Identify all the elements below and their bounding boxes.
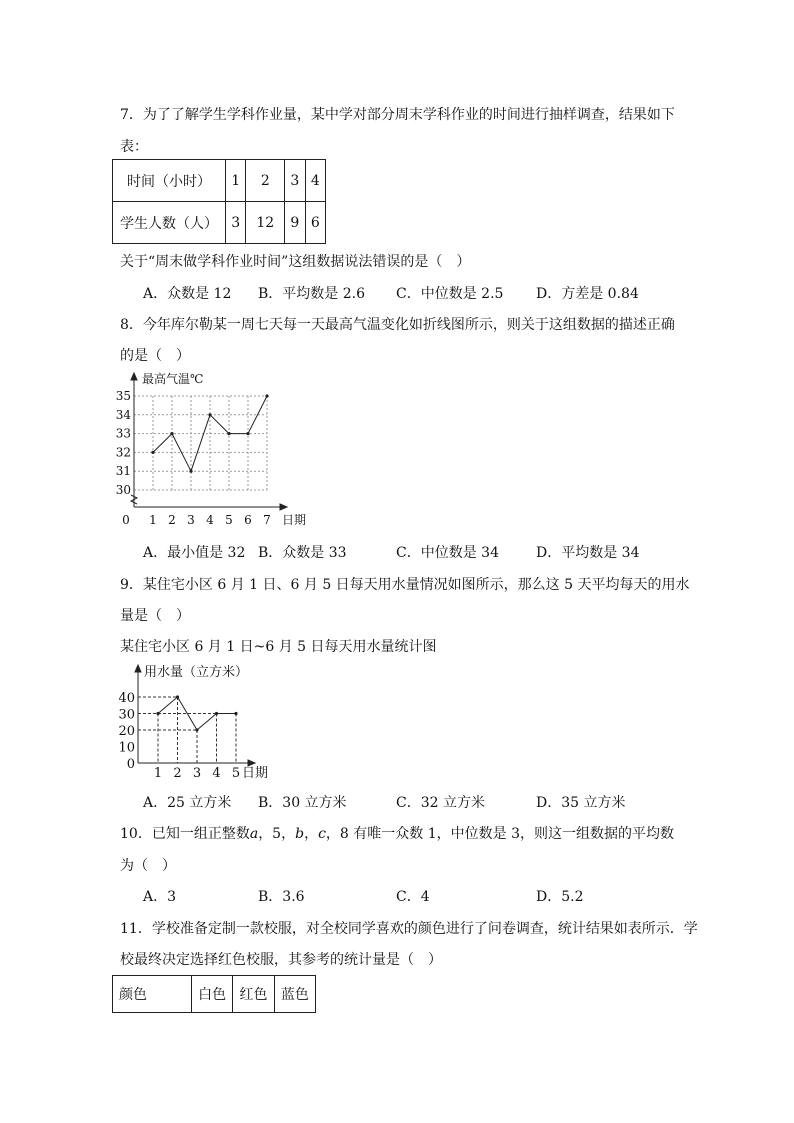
q8-data-point: [208, 413, 211, 416]
q9-origin-label: 0: [126, 757, 135, 772]
q7-table-cell: 3: [285, 160, 305, 202]
q10-var-b: b: [295, 826, 305, 842]
q11-line2: 校最终决定选择红色校服，其参考的统计量是（ ）: [120, 952, 442, 968]
q10-text: 10．已知一组正整数: [120, 826, 250, 842]
q7-table-cell: 1: [226, 160, 246, 202]
q9-x-axis-label: 日期: [242, 766, 269, 781]
q8-x-tick-label: 3: [187, 513, 195, 527]
q8-x-axis-label: 日期: [282, 513, 307, 527]
q9-y-tick-label: 30: [118, 707, 135, 723]
q9-option-b[interactable]: B．30 立方米: [258, 795, 347, 811]
q9-data-point: [215, 712, 218, 715]
q9-line1: 9．某住宅小区 6 月 1 日、6 月 5 日每天用水量情况如图所示，那么这 5 天平均每天的用水: [120, 577, 690, 593]
q8-data-point: [246, 432, 249, 435]
q9-y-axis-label: 用水量（立方米）: [144, 665, 249, 680]
q8-y-axis-label: 最高气温℃: [142, 372, 204, 386]
q8-y-tick-label: 31: [115, 464, 131, 479]
q8-line1: 8．今年库尔勒某一周七天每一天最高气温变化如折线图所示，则关于这组数据的描述正确: [120, 317, 675, 333]
q11-table-cell: 蓝色: [274, 976, 315, 1013]
q9-data-point: [156, 712, 159, 715]
q11-table: [112, 975, 316, 1013]
q8-option-d[interactable]: D．平均数是 34: [536, 545, 640, 561]
q8-y-tick-label: 30: [115, 483, 131, 497]
q9-data-point: [234, 712, 237, 715]
q8-x-tick-label: 1: [149, 513, 157, 527]
q7-option-a[interactable]: A．众数是 12: [143, 286, 232, 302]
q10-option-c[interactable]: C．4: [396, 889, 430, 905]
q7-table-cell: 4: [305, 160, 325, 202]
q7-line2: 表：: [120, 139, 148, 155]
q7-option-c[interactable]: C．中位数是 2.5: [396, 286, 504, 302]
q9-line2: 量是（ ）: [120, 608, 190, 624]
q10-var-a: a: [249, 826, 259, 842]
q9-y-tick-label: 20: [118, 724, 135, 739]
q9-option-c[interactable]: C．32 立方米: [396, 795, 485, 811]
q9-x-tick-label: 1: [153, 766, 163, 781]
q9-data-point: [176, 695, 179, 698]
q7-table: [112, 159, 326, 244]
q9-option-a[interactable]: A．25 立方米: [143, 795, 232, 811]
q8-x-tick-label: 7: [263, 513, 271, 527]
q11-table-cell: 红色: [233, 976, 274, 1013]
q8-option-a[interactable]: A．最小值是 32: [143, 545, 246, 561]
q8-y-tick-label: 35: [115, 389, 131, 403]
q9-y-tick-label: 10: [118, 740, 135, 756]
q8-data-point: [227, 432, 230, 435]
q9-x-tick-label: 2: [173, 766, 182, 781]
q8-x-tick-label: 5: [225, 513, 233, 527]
q8-option-c[interactable]: C．中位数是 34: [396, 545, 499, 561]
q9-x-tick-label: 3: [192, 766, 202, 781]
q10-line1: [120, 823, 674, 843]
q9-y-axis-arrow: [135, 665, 141, 672]
q8-x-tick-label: 2: [168, 513, 176, 527]
q11-table-cell: 白色: [192, 976, 233, 1013]
q8-y-tick-label: 32: [115, 445, 131, 460]
q10-line2: 为（ ）: [120, 858, 176, 874]
q10-text: ，8 有唯一众数 1，中位数是 3，则这一组数据的平均数: [325, 826, 674, 842]
q8-y-tick-label: 33: [115, 426, 131, 441]
q8-origin-label: 0: [122, 513, 130, 527]
q7-table-header-count: 学生人数（人）: [113, 202, 226, 244]
q7-line1: 7．为了了解学生学科作业量，某中学对部分周末学科作业的时间进行抽样调查，结果如下: [120, 107, 675, 123]
q9-x-tick-label: 5: [231, 766, 241, 781]
q7-stem: 关于“周末做学科作业时间”这组数据说法错误的是（ ）: [120, 254, 471, 270]
q9-y-tick-label: 40: [118, 691, 135, 706]
q7-option-b[interactable]: B．平均数是 2.6: [258, 286, 366, 302]
q8-x-tick-label: 4: [206, 513, 214, 527]
q8-line2: 的是（ ）: [120, 348, 190, 364]
q7-table-cell: 3: [226, 202, 246, 244]
q8-y-axis-arrow: [131, 373, 137, 380]
q10-text: ，5，: [258, 826, 296, 842]
q10-var-c: c: [318, 826, 326, 842]
q8-temperature-chart: [110, 368, 320, 533]
q11-line1: 11．学校准备定制一款校服，对全校同学喜欢的颜色进行了问卷调查，统计结果如表所示．学: [120, 921, 698, 937]
q9-water-chart: [110, 660, 290, 784]
q7-option-d[interactable]: D．方差是 0.84: [536, 286, 639, 302]
q8-axis-break: [131, 495, 137, 504]
q10-text: ，: [304, 826, 319, 842]
q8-option-b[interactable]: B．众数是 33: [258, 545, 347, 561]
q8-data-point: [151, 451, 154, 454]
q11-table-header: 颜色: [113, 976, 192, 1013]
q7-table-cell: 9: [285, 202, 305, 244]
q9-x-tick-label: 4: [212, 766, 221, 781]
q8-data-point: [265, 394, 268, 397]
q9-chart-title: 某住宅小区 6 月 1 日~6 月 5 日每天用水量统计图: [120, 639, 437, 655]
q7-table-cell: 12: [246, 202, 285, 244]
q8-y-tick-label: 34: [115, 407, 131, 422]
q9-data-point: [195, 728, 198, 731]
q7-table-cell: 6: [305, 202, 325, 244]
q7-table-cell: 2: [246, 160, 285, 202]
q8-data-point: [189, 470, 192, 473]
q8-x-axis-arrow: [280, 504, 287, 510]
q8-x-tick-label: 6: [244, 513, 252, 527]
q10-option-d[interactable]: D．5.2: [536, 889, 584, 905]
q10-option-a[interactable]: A．3: [143, 889, 177, 905]
q7-table-header-time: 时间（小时）: [113, 160, 226, 202]
q9-option-d[interactable]: D．35 立方米: [536, 795, 626, 811]
q8-data-point: [170, 432, 173, 435]
q10-option-b[interactable]: B．3.6: [258, 889, 305, 905]
